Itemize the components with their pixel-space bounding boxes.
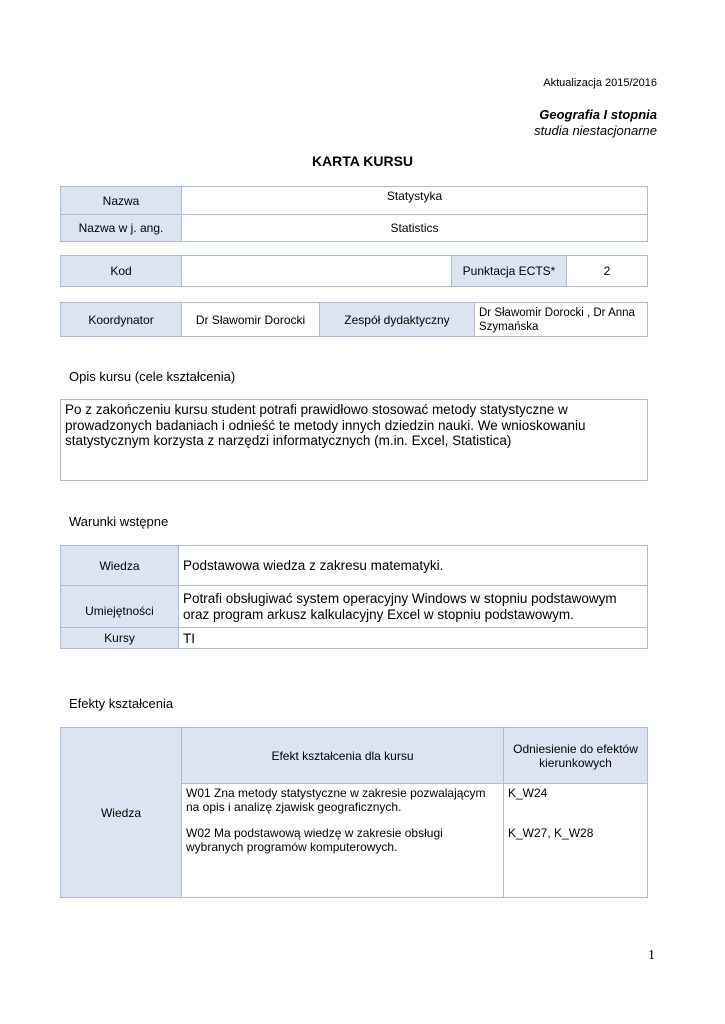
prereq-value: TI [179, 628, 648, 649]
outcomes-refs-cell [504, 784, 648, 898]
coordinator-value: Dr Sławomir Dorocki [182, 303, 320, 337]
page-number: 1 [648, 948, 655, 963]
prereq-label: Kursy [61, 628, 179, 649]
prereq-label: Wiedza [61, 546, 179, 586]
outcome-effect: W01 Zna metody statystyczne w zakresie pozwalającym na opis i analizę zjawisk geograficznych. [186, 786, 486, 814]
outcomes-heading: Efekty kształcenia [69, 696, 174, 711]
update-info: Aktualizacja 2015/2016 [543, 77, 657, 89]
prereq-label: Umiejętności [61, 586, 179, 628]
outcomes-col-effect: Efekt kształcenia dla kursu [182, 728, 504, 784]
team-label: Zespół dydaktyczny [320, 303, 475, 337]
outcomes-effects-cell [182, 784, 504, 898]
outcome-ref: K_W24 [508, 786, 548, 800]
description-heading: Opis kursu (cele kształcenia) [69, 369, 236, 384]
code-label: Kod [61, 256, 182, 287]
team-value: Dr Sławomir Dorocki , Dr Anna Szymańska [475, 303, 648, 337]
outcomes-table [60, 727, 648, 898]
program-name: Geografia I stopnia [539, 107, 657, 122]
course-name-table [60, 186, 648, 242]
outcomes-col-ref: Odniesienie do efektów kierunkowych [504, 728, 648, 784]
prereq-value: Podstawowa wiedza z zakresu matematyki. [179, 546, 648, 586]
coordinator-table [60, 302, 648, 337]
outcomes-row-label: Wiedza [61, 728, 182, 898]
code-value [182, 256, 452, 287]
prereq-value: Potrafi obsługiwać system operacyjny Windows w stopniu podstawowym oraz program arkusz kalkulacyjny Excel w stopniu podstawowym. [179, 586, 648, 628]
name-label: Nazwa [61, 187, 182, 215]
prerequisites-heading: Warunki wstępne [69, 514, 169, 529]
description-text: Po z zakończeniu kursu student potrafi prawidłowo stosować metody statystyczne w prowadzonych badaniach i odnieść te metody innych dziedzin nauki. We wnioskowaniu statystycznym korzysta z narzędzi informatycznych (m.in. Excel, Statistica) [60, 399, 648, 481]
name-en-value: Statistics [182, 215, 648, 242]
prerequisites-table [60, 545, 648, 649]
study-mode: studia niestacjonarne [534, 123, 657, 138]
name-en-label: Nazwa w j. ang. [61, 215, 182, 242]
outcome-ref: K_W27, K_W28 [508, 826, 594, 840]
code-table [60, 255, 648, 287]
ects-label: Punktacja ECTS* [452, 256, 567, 287]
name-value: Statystyka [182, 187, 648, 215]
coordinator-label: Koordynator [61, 303, 182, 337]
page-title: KARTA KURSU [311, 153, 414, 169]
ects-value: 2 [567, 256, 648, 287]
outcome-effect: W02 Ma podstawową wiedzę w zakresie obsługi wybranych programów komputerowych. [186, 826, 443, 854]
